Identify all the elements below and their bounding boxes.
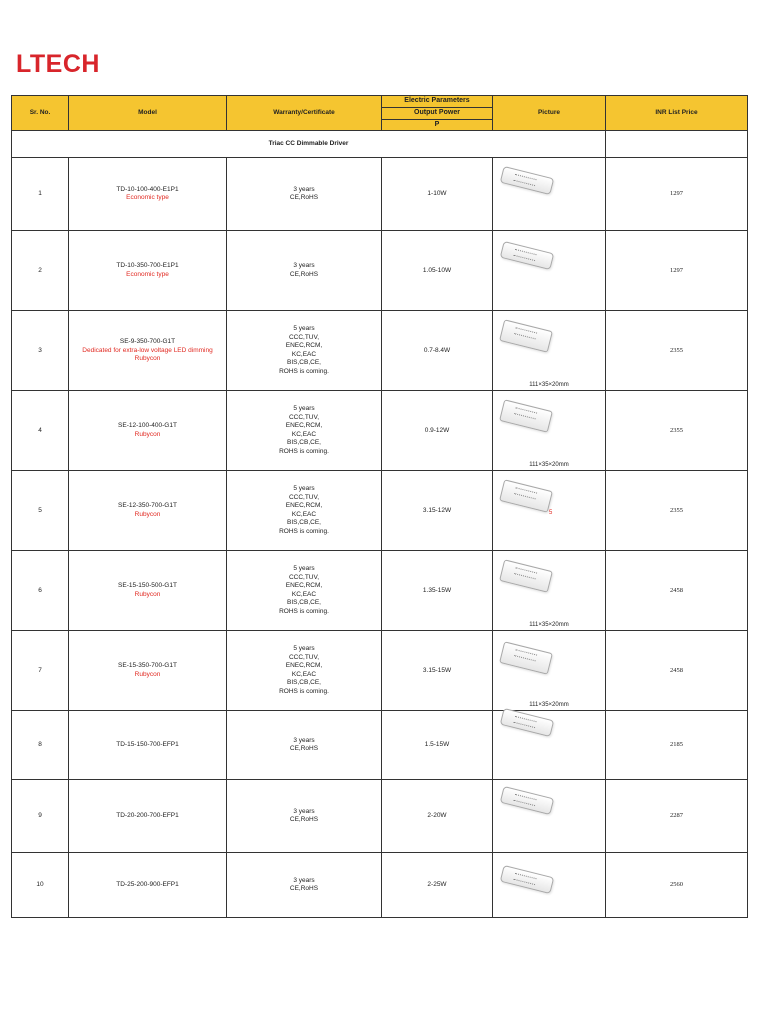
sr-no-cell: 10 bbox=[12, 853, 69, 918]
price-cell: 2458 bbox=[606, 551, 748, 631]
price-cell: 2287 bbox=[606, 780, 748, 853]
driver-product-image bbox=[500, 708, 555, 737]
header-sr-no: Sr. No. bbox=[12, 96, 69, 131]
sr-no-cell: 9 bbox=[12, 780, 69, 853]
model-name: TD-15-150-700-EFP1 bbox=[116, 741, 179, 749]
model-note: Rubycon bbox=[134, 510, 161, 518]
driver-product-image bbox=[499, 642, 553, 675]
warranty-cell: 5 years CCC,TUV, ENEC,RCM, KC,EAC BIS,CB,CE, ROHS is coming. bbox=[227, 391, 382, 471]
model-cell bbox=[69, 711, 227, 780]
picture-cell bbox=[493, 551, 606, 631]
output-power-cell: 3.15-15W bbox=[382, 631, 493, 711]
output-power-cell: 1.35-15W bbox=[382, 551, 493, 631]
output-power-cell: 1.5-15W bbox=[382, 711, 493, 780]
driver-product-image bbox=[500, 241, 555, 270]
picture-cell bbox=[493, 780, 606, 853]
output-power-cell: 1.05-10W bbox=[382, 231, 493, 311]
sr-no-cell: 2 bbox=[12, 231, 69, 311]
warranty-cell: 3 years CE,RoHS bbox=[227, 231, 382, 311]
section-row bbox=[12, 131, 748, 158]
model-note: Dedicated for extra-low voltage LED dimming Rubycon bbox=[82, 346, 213, 363]
sr-no-cell: 7 bbox=[12, 631, 69, 711]
picture-cell bbox=[493, 311, 606, 391]
driver-product-image bbox=[499, 400, 553, 433]
output-power-cell: 0.7-8.4W bbox=[382, 311, 493, 391]
table-row bbox=[12, 231, 748, 311]
model-note: Rubycon bbox=[134, 430, 161, 438]
header-p: P bbox=[382, 119, 492, 131]
table-row bbox=[12, 311, 748, 391]
model-name: TD-10-350-700-E1P1 bbox=[116, 262, 179, 270]
warranty-cell: 3 years CE,RoHS bbox=[227, 780, 382, 853]
model-name: SE-12-350-700-G1T bbox=[118, 502, 177, 510]
header-electric-parameters bbox=[382, 96, 493, 131]
picture-cell bbox=[493, 391, 606, 471]
sr-no-cell: 3 bbox=[12, 311, 69, 391]
price-cell: 2355 bbox=[606, 391, 748, 471]
warranty-cell: 5 years CCC,TUV, ENEC,RCM, KC,EAC BIS,CB,CE, ROHS is coming. bbox=[227, 631, 382, 711]
table-row bbox=[12, 158, 748, 231]
output-power-cell: 2-20W bbox=[382, 780, 493, 853]
price-cell: 1297 bbox=[606, 158, 748, 231]
driver-product-image bbox=[500, 865, 555, 894]
picture-cell bbox=[493, 471, 606, 551]
driver-product-image bbox=[499, 480, 553, 513]
model-name: SE-15-150-500-G1T bbox=[118, 582, 177, 590]
model-name: TD-20-200-700-EFP1 bbox=[116, 812, 179, 820]
price-list-table bbox=[11, 95, 748, 918]
header-model: Model bbox=[69, 96, 227, 131]
driver-product-image bbox=[499, 560, 553, 593]
sr-no-cell: 1 bbox=[12, 158, 69, 231]
header-warranty: Warranty/Certificate bbox=[227, 96, 382, 131]
model-note: Economic type bbox=[126, 194, 169, 202]
price-cell: 2185 bbox=[606, 711, 748, 780]
table-row bbox=[12, 631, 748, 711]
model-cell bbox=[69, 391, 227, 471]
header-picture: Picture bbox=[493, 96, 606, 131]
header-electric-parameters-label: Electric Parameters bbox=[404, 97, 470, 104]
output-power-cell: 3.15-12W bbox=[382, 471, 493, 551]
section-title: Triac CC Dimmable Driver bbox=[12, 131, 606, 158]
picture-cell bbox=[493, 711, 606, 780]
dimensions-label: 111×35×20mm bbox=[529, 462, 569, 469]
table-row bbox=[12, 853, 748, 918]
model-note: Rubycon bbox=[134, 670, 161, 678]
price-cell: 1297 bbox=[606, 231, 748, 311]
model-cell bbox=[69, 471, 227, 551]
output-power-cell: 1-10W bbox=[382, 158, 493, 231]
table-row bbox=[12, 780, 748, 853]
model-name: SE-15-350-700-G1T bbox=[118, 662, 177, 670]
model-note: Economic type bbox=[126, 270, 169, 278]
ltech-logo: LTECH bbox=[16, 50, 100, 78]
price-cell: 2355 bbox=[606, 471, 748, 551]
driver-product-image bbox=[500, 166, 555, 195]
model-cell bbox=[69, 311, 227, 391]
sr-no-cell: 5 bbox=[12, 471, 69, 551]
model-cell bbox=[69, 780, 227, 853]
model-name: SE-12-100-400-G1T bbox=[118, 422, 177, 430]
model-name: TD-10-100-400-E1P1 bbox=[116, 185, 179, 193]
model-cell bbox=[69, 158, 227, 231]
warranty-cell: 3 years CE,RoHS bbox=[227, 158, 382, 231]
driver-product-image bbox=[499, 320, 553, 353]
warranty-cell: 5 years CCC,TUV, ENEC,RCM, KC,EAC BIS,CB,CE, ROHS is coming. bbox=[227, 551, 382, 631]
warranty-cell: 5 years CCC,TUV, ENEC,RCM, KC,EAC BIS,CB,CE, ROHS is coming. bbox=[227, 471, 382, 551]
table-row bbox=[12, 471, 748, 551]
header-price: INR List Price bbox=[606, 96, 748, 131]
price-cell: 2458 bbox=[606, 631, 748, 711]
header-output-power: Output Power bbox=[382, 107, 492, 119]
picture-cell bbox=[493, 231, 606, 311]
section-price-cell bbox=[606, 131, 748, 158]
warranty-cell: 3 years CE,RoHS bbox=[227, 711, 382, 780]
dimensions-label: 111×35×20mm bbox=[529, 702, 569, 709]
sr-no-cell: 6 bbox=[12, 551, 69, 631]
model-cell bbox=[69, 631, 227, 711]
sr-no-cell: 8 bbox=[12, 711, 69, 780]
picture-cell bbox=[493, 158, 606, 231]
model-name: TD-25-200-900-EFP1 bbox=[116, 881, 179, 889]
model-name: SE-9-350-700-G1T bbox=[119, 338, 176, 346]
model-cell bbox=[69, 551, 227, 631]
model-note: Rubycon bbox=[134, 590, 161, 598]
dimensions-label: 111×35×20mm bbox=[529, 382, 569, 389]
picture-cell bbox=[493, 631, 606, 711]
picture-cell bbox=[493, 853, 606, 918]
sr-no-cell: 4 bbox=[12, 391, 69, 471]
output-power-cell: 2-25W bbox=[382, 853, 493, 918]
price-cell: 2560 bbox=[606, 853, 748, 918]
model-cell bbox=[69, 853, 227, 918]
warranty-cell: 5 years CCC,TUV, ENEC,RCM, KC,EAC BIS,CB,CE, ROHS is coming. bbox=[227, 311, 382, 391]
dimensions-label: 111×35×20mm bbox=[529, 622, 569, 629]
warranty-cell: 3 years CE,RoHS bbox=[227, 853, 382, 918]
driver-product-image bbox=[500, 786, 555, 815]
picture-fragment: 5 bbox=[549, 510, 553, 517]
table-row bbox=[12, 711, 748, 780]
table-row bbox=[12, 391, 748, 471]
model-cell bbox=[69, 231, 227, 311]
price-cell: 2355 bbox=[606, 311, 748, 391]
output-power-cell: 0.9-12W bbox=[382, 391, 493, 471]
table-row bbox=[12, 551, 748, 631]
